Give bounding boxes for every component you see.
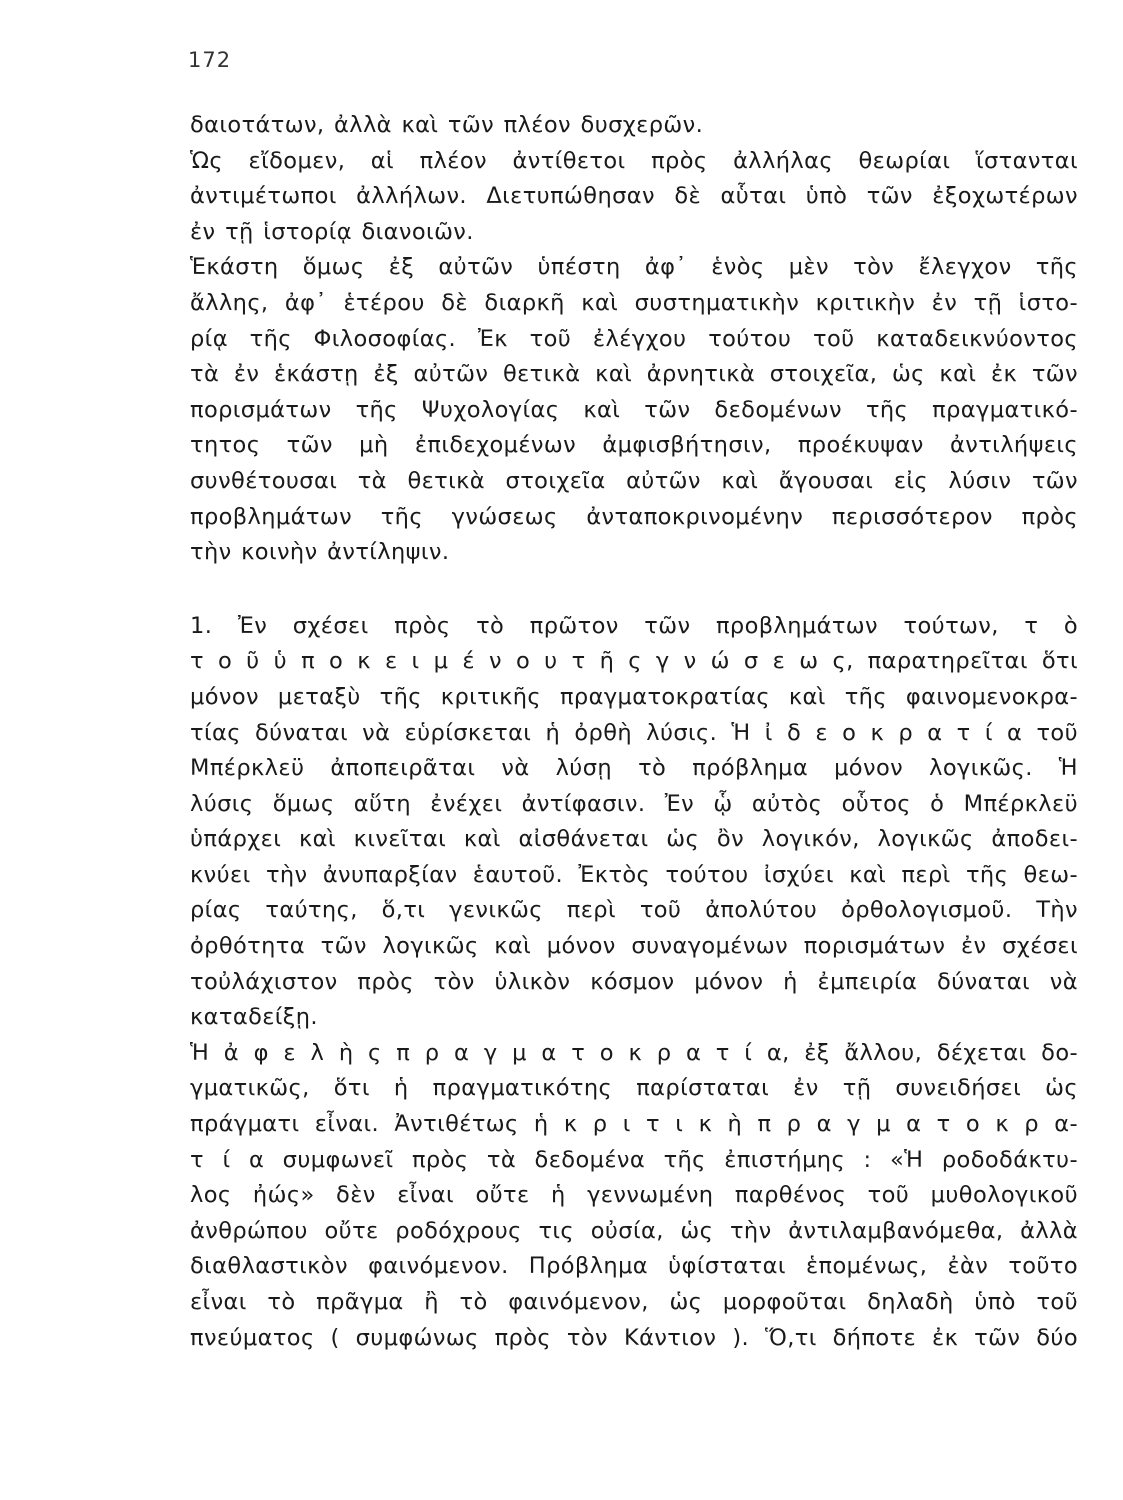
text-line: πράγματι εἶναι. Ἀντιθέτως ἡ κ ρ ι τ ι κ ὴ π ρ α γ μ α τ ο κ ρ α- (190, 1111, 1078, 1138)
text-line: καταδείξῃ. (190, 1004, 318, 1031)
text-line: συνθέτουσαι τὰ θετικὰ στοιχεῖα αὐτῶν καὶ ἄγουσαι εἰς λύσιν τῶν (190, 467, 1078, 494)
text-line: προβλημάτων τῆς γνώσεως ἀνταποκρινομένην περισσότερον πρὸς (190, 503, 1078, 530)
text-line: ὀρθότητα τῶν λογικῶς καὶ μόνον συναγομένων πορισμάτων ἐν σχέσει (190, 933, 1078, 960)
text-line: Ὡς εἴδομεν, αἱ πλέον ἀντίθετοι πρὸς ἀλλήλας θεωρίαι ἵστανται (190, 147, 1078, 174)
text-line: ἀντιμέτωποι ἀλλήλων. Διετυπώθησαν δὲ αὗται ὑπὸ τῶν ἐξοχωτέρων (190, 183, 1078, 210)
text-line: 1. Ἐν σχέσει πρὸς τὸ πρῶτον τῶν προβλημάτων τούτων, τ ὸ (190, 612, 1078, 639)
body-text (190, 108, 1078, 1356)
text-line: ἀνθρώπου οὔτε ροδόχρους τις οὐσία, ὡς τὴν ἀντιλαμβανόμεθα, ἀλλὰ (190, 1217, 1078, 1244)
page-number: 172 (188, 48, 232, 72)
text-line: τητος τῶν μὴ ἐπιδεχομένων ἀμφισβήτησιν, προέκυψαν ἀντιλήψεις (190, 432, 1078, 459)
text-line: Μπέρκλεϋ ἀποπειρᾶται νὰ λύσῃ τὸ πρόβλημα μόνον λογικῶς. Ἡ (190, 755, 1078, 782)
text-line: τὴν κοινὴν ἀντίληψιν. (190, 539, 450, 566)
text-line: τίας δύναται νὰ εὑρίσκεται ἡ ὀρθὴ λύσις. Ἡ ἰ δ ε ο κ ρ α τ ί α τοῦ (190, 719, 1078, 746)
text-line: λος ἠώς» δὲν εἶναι οὔτε ἡ γεννωμένη παρθένος τοῦ μυθολογικοῦ (190, 1182, 1078, 1209)
text-line: ρίᾳ τῆς Φιλοσοφίας. Ἐκ τοῦ ἐλέγχου τούτου τοῦ καταδεικνύοντος (190, 325, 1078, 352)
text-line: λύσις ὅμως αὕτη ἐνέχει ἀντίφασιν. Ἐν ᾧ αὐτὸς οὗτος ὁ Μπέρκλεϋ (190, 790, 1078, 817)
text-line: πορισμάτων τῆς Ψυχολογίας καὶ τῶν δεδομένων τῆς πραγματικό- (190, 396, 1078, 423)
text-line: ὑπάρχει καὶ κινεῖται καὶ αἰσθάνεται ὡς ὂν λογικόν, λογικῶς ἀποδει- (190, 826, 1078, 853)
text-line: τ ί α συμφωνεῖ πρὸς τὰ δεδομένα τῆς ἐπιστήμης : «Ἡ ροδοδάκτυ- (190, 1146, 1078, 1173)
text-line: δαιοτάτων, ἀλλὰ καὶ τῶν πλέον δυσχερῶν. (190, 112, 704, 138)
text-line: τοὐλάχιστον πρὸς τὸν ὑλικὸν κόσμον μόνον ἡ ἐμπειρία δύναται νὰ (190, 968, 1078, 995)
text-line: Ἑκάστη ὅμως ἐξ αὐτῶν ὑπέστη ἀφ᾽ ἑνὸς μὲν τὸν ἔλεγχον τῆς (190, 254, 1078, 281)
text-line: μόνον μεταξὺ τῆς κριτικῆς πραγματοκρατίας καὶ τῆς φαινομενοκρα- (190, 683, 1078, 710)
text-line: γματικῶς, ὅτι ἡ πραγματικότης παρίσταται ἐν τῇ συνειδήσει ὡς (190, 1075, 1078, 1102)
text-line: Ἡ ἀ φ ε λ ὴ ς π ρ α γ μ α τ ο κ ρ α τ ί α, ἐξ ἄλλου, δέχεται δο- (190, 1039, 1078, 1066)
text-line: κνύει τὴν ἀνυπαρξίαν ἑαυτοῦ. Ἐκτὸς τούτου ἰσχύει καὶ περὶ τῆς θεω- (190, 861, 1078, 888)
text-line: τὰ ἐν ἑκάστῃ ἐξ αὐτῶν θετικὰ καὶ ἀρνητικὰ στοιχεῖα, ὡς καὶ ἐκ τῶν (190, 361, 1078, 388)
text-line: ἄλλης, ἀφ᾽ ἑτέρου δὲ διαρκῆ καὶ συστηματικὴν κριτικὴν ἐν τῇ ἱστο- (190, 289, 1078, 316)
text-line: ρίας ταύτης, ὅ,τι γενικῶς περὶ τοῦ ἀπολύτου ὀρθολογισμοῦ. Τὴν (190, 897, 1078, 924)
text-line: τ ο ῦ ὑ π ο κ ε ι μ έ ν ο υ τ ῆ ς γ ν ώ σ ε ω ς, παρατηρεῖται ὅτι (190, 648, 1078, 675)
text-line: ἐν τῇ ἱστορίᾳ διανοιῶν. (190, 218, 474, 245)
text-line: πνεύματος ( συμφώνως πρὸς τὸν Κάντιον ). Ὅ,τι δήποτε ἐκ τῶν δύο (190, 1324, 1078, 1351)
text-line: διαθλαστικὸν φαινόμενον. Πρόβλημα ὑφίσταται ἑπομένως, ἐὰν τοῦτο (190, 1253, 1078, 1280)
text-line: εἶναι τὸ πρᾶγμα ἢ τὸ φαινόμενον, ὡς μορφοῦται δηλαδὴ ὑπὸ τοῦ (190, 1289, 1078, 1315)
